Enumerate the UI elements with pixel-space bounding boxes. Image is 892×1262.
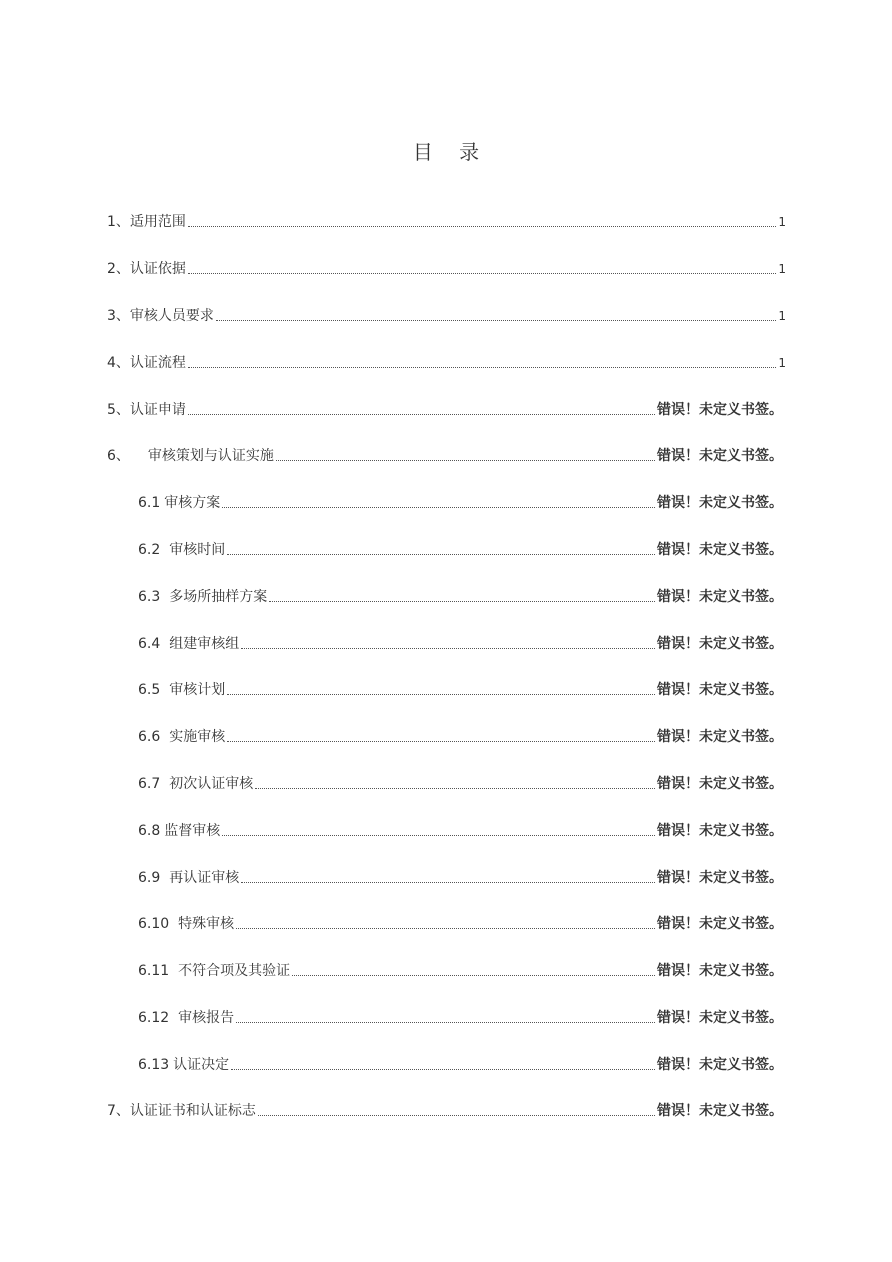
toc-entry-page: 错误！未定义书签。 <box>657 448 783 464</box>
toc-entry[interactable] <box>138 821 783 841</box>
toc-entry-label <box>138 1008 234 1028</box>
toc-entry-number: 6.5 <box>138 682 161 698</box>
toc-entry[interactable] <box>138 680 783 700</box>
toc-entry-label <box>107 400 186 420</box>
toc-entry-label <box>107 259 186 279</box>
toc-entry-number: 1、 <box>107 214 130 230</box>
toc-entry-number: 6.3 <box>138 589 161 605</box>
toc-entry[interactable] <box>107 306 786 326</box>
toc-entry-page: 错误！未定义书签。 <box>657 1057 783 1073</box>
toc-title: 目 录 <box>412 140 490 164</box>
toc-entry-label <box>138 634 239 654</box>
toc-entry[interactable] <box>138 914 783 934</box>
toc-entry-text: 认证依据 <box>129 261 186 277</box>
dot-leader <box>241 882 655 883</box>
toc-entry[interactable] <box>107 259 786 279</box>
toc-entry[interactable] <box>107 446 783 466</box>
toc-entry[interactable] <box>107 353 786 373</box>
toc-entry-text: 多场所抽样方案 <box>169 589 268 605</box>
toc-entry-number: 6.4 <box>138 636 161 652</box>
toc-entry-text: 初次认证审核 <box>169 776 254 792</box>
toc-entry-text: 审核计划 <box>169 682 226 698</box>
dot-leader <box>258 1115 655 1116</box>
dot-leader <box>227 554 655 555</box>
toc-entry-text: 审核策划与认证实施 <box>147 448 274 464</box>
toc-entry-page: 错误！未定义书签。 <box>657 870 783 886</box>
toc-entry[interactable] <box>138 774 783 794</box>
toc-entry[interactable] <box>138 961 783 981</box>
toc-entry-page: 错误！未定义书签。 <box>657 823 783 839</box>
dot-leader <box>231 1069 655 1070</box>
toc-entry-number: 3、 <box>107 308 130 324</box>
toc-entry[interactable] <box>138 1055 783 1075</box>
toc-entry[interactable] <box>107 1101 783 1121</box>
dot-leader <box>216 320 776 321</box>
toc-entry-label <box>107 212 186 232</box>
toc-entry-page: 1 <box>778 356 786 370</box>
dot-leader <box>276 460 655 461</box>
toc-entry[interactable] <box>138 634 783 654</box>
toc-entry-text: 不符合项及其验证 <box>178 963 291 979</box>
toc-entry-text: 再认证审核 <box>169 870 240 886</box>
toc-entry-label <box>138 1055 229 1075</box>
toc-entry-number: 6、 <box>107 448 130 464</box>
toc-entry-page: 错误！未定义书签。 <box>657 495 783 511</box>
dot-leader <box>292 975 655 976</box>
toc-entry-page: 错误！未定义书签。 <box>657 776 783 792</box>
dot-leader <box>222 507 655 508</box>
toc-entry-number: 4、 <box>107 355 130 371</box>
toc-entry-number: 6.12 <box>138 1010 170 1026</box>
dot-leader <box>188 414 655 415</box>
toc-entry[interactable] <box>138 868 783 888</box>
toc-entry-text: 审核方案 <box>164 495 221 511</box>
toc-entry-number: 6.7 <box>138 776 161 792</box>
dot-leader <box>241 648 655 649</box>
toc-entry-label <box>107 446 274 466</box>
toc-entry-page: 1 <box>778 309 786 323</box>
dot-leader <box>236 928 655 929</box>
toc-entry-page: 错误！未定义书签。 <box>657 963 783 979</box>
toc-entry[interactable] <box>107 400 783 420</box>
toc-entry-label <box>138 821 220 841</box>
toc-entry[interactable] <box>138 727 783 747</box>
dot-leader <box>227 694 655 695</box>
toc-entry-page: 错误！未定义书签。 <box>657 589 783 605</box>
toc-entry-text: 认证决定 <box>173 1057 230 1073</box>
dot-leader <box>227 741 655 742</box>
toc-entry-text: 审核时间 <box>169 542 226 558</box>
toc-entry-text: 监督审核 <box>164 823 221 839</box>
toc-entry-number: 6.10 <box>138 916 170 932</box>
toc-entry-text: 适用范围 <box>129 214 186 230</box>
toc-entry-page: 错误！未定义书签。 <box>657 729 783 745</box>
toc-entry-label <box>138 540 225 560</box>
dot-leader <box>255 788 655 789</box>
toc-entry-number: 6.13 <box>138 1057 170 1073</box>
dot-leader <box>222 835 655 836</box>
toc-entry-number: 6.6 <box>138 729 161 745</box>
dot-leader <box>188 273 776 274</box>
toc-entry-text: 认证证书和认证标志 <box>129 1103 256 1119</box>
toc-entry-page: 1 <box>778 262 786 276</box>
toc-entry-label <box>138 680 225 700</box>
toc-entry-label <box>138 493 220 513</box>
toc-entry-page: 错误！未定义书签。 <box>657 916 783 932</box>
toc-entry-page: 错误！未定义书签。 <box>657 636 783 652</box>
toc-entry-label <box>138 961 290 981</box>
toc-entry-page: 错误！未定义书签。 <box>657 402 783 418</box>
toc-entry-text: 特殊审核 <box>178 916 235 932</box>
toc-entry-text: 审核报告 <box>178 1010 235 1026</box>
toc-entry-text: 认证申请 <box>129 402 186 418</box>
toc-entry-number: 7、 <box>107 1103 130 1119</box>
dot-leader <box>188 226 776 227</box>
toc-entry-label <box>138 868 239 888</box>
toc-entry-number: 2、 <box>107 261 130 277</box>
dot-leader <box>188 367 776 368</box>
toc-entry-page: 错误！未定义书签。 <box>657 1103 783 1119</box>
toc-entry[interactable] <box>138 493 783 513</box>
toc-entry-number: 6.8 <box>138 823 161 839</box>
toc-entry[interactable] <box>138 540 783 560</box>
toc-entry-text: 认证流程 <box>129 355 186 371</box>
toc-entry-page: 错误！未定义书签。 <box>657 542 783 558</box>
toc-entry-number: 5、 <box>107 402 130 418</box>
toc-entry-label <box>107 306 214 326</box>
dot-leader <box>236 1022 655 1023</box>
toc-entry-label <box>138 914 234 934</box>
toc-entry-label <box>138 727 225 747</box>
toc-entry-number: 6.9 <box>138 870 161 886</box>
toc-entry[interactable] <box>107 212 786 232</box>
toc-entry[interactable] <box>138 587 783 607</box>
toc-entry-label <box>138 587 267 607</box>
toc-entry-number: 6.11 <box>138 963 170 979</box>
toc-entry-text: 审核人员要求 <box>129 308 214 324</box>
toc-entry-page: 1 <box>778 215 786 229</box>
toc-entry-label <box>138 774 253 794</box>
toc-entry-text: 组建审核组 <box>169 636 240 652</box>
toc-entry-label <box>107 353 186 373</box>
toc-entry-text: 实施审核 <box>169 729 226 745</box>
toc-entry[interactable] <box>138 1008 783 1028</box>
dot-leader <box>269 601 655 602</box>
toc-entry-page: 错误！未定义书签。 <box>657 682 783 698</box>
toc-entry-number: 6.2 <box>138 542 161 558</box>
toc-entry-page: 错误！未定义书签。 <box>657 1010 783 1026</box>
toc-entry-label <box>107 1101 256 1121</box>
toc-entry-number: 6.1 <box>138 495 161 511</box>
